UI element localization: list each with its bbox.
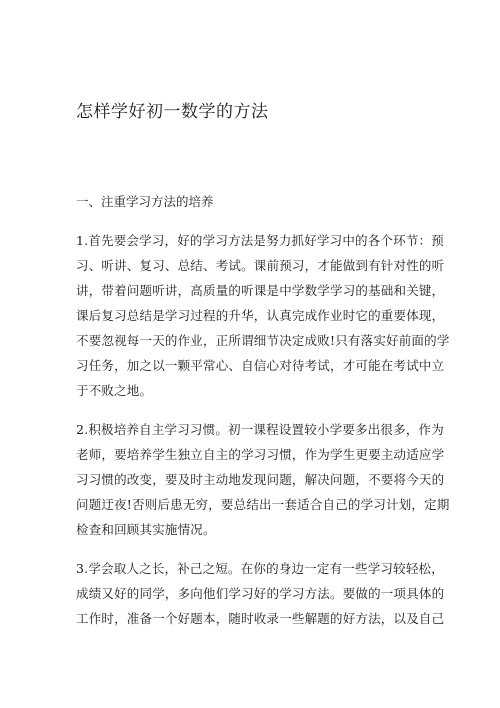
paragraph-3 xyxy=(76,556,445,631)
paragraph-line: 于不败之地。 xyxy=(76,383,153,398)
paragraph-line: 工作时，准备一个好题本，随时收录一些解题的好方法，以及自己 xyxy=(76,611,445,626)
paragraph-line: 不要忽视每一天的作业，正所谓细节决定成败!只有落实好前面的学 xyxy=(76,333,450,348)
paragraph-line: 习、听讲、复习、总结、考试。课前预习，才能做到有针对性的听 xyxy=(76,258,445,273)
document-title: 怎样学好初一数学的方法 xyxy=(76,102,269,122)
paragraph-line: 问题迂夜!否则后患无穷，要总结出一套适合自己的学习计划，定期 xyxy=(76,497,450,512)
paragraph-line: 检查和回顾其实施情况。 xyxy=(76,522,216,537)
paragraph-1 xyxy=(76,228,450,403)
paragraph-line: 老师，要培养学生独立自主的学习习惯，作为学生更要主动适应学 xyxy=(76,447,445,462)
paragraph-line: 习任务，加之以一颗平常心、自信心对待考试，才可能在考试中立 xyxy=(76,358,445,373)
paragraph-line: 课后复习总结是学习过程的升华，认真完成作业时它的重要体现， xyxy=(76,308,445,323)
paragraph-line: 1.首先要会学习，好的学习方法是努力抓好学习中的各个环节：预 xyxy=(76,233,444,248)
paragraph-line: 讲，带着问题听讲，高质量的听课是中学数学学习的基础和关键， xyxy=(76,283,445,298)
section-heading: 一、注重学习方法的培养 xyxy=(76,194,214,209)
paragraph-2 xyxy=(76,417,450,542)
paragraph-line: 习习惯的改变，要及时主动地发现问题，解决问题，不要将今天的 xyxy=(76,472,445,487)
paragraph-line: 成绩又好的同学，多向他们学习好的学习方法。要做的一项具体的 xyxy=(76,586,445,601)
paragraph-line: 3.学会取人之长，补己之短。在你的身边一定有一些学习较轻松， xyxy=(76,561,444,576)
paragraph-line: 2.积极培养自主学习习惯。初一课程设置较小学要多出很多，作为 xyxy=(76,422,444,437)
